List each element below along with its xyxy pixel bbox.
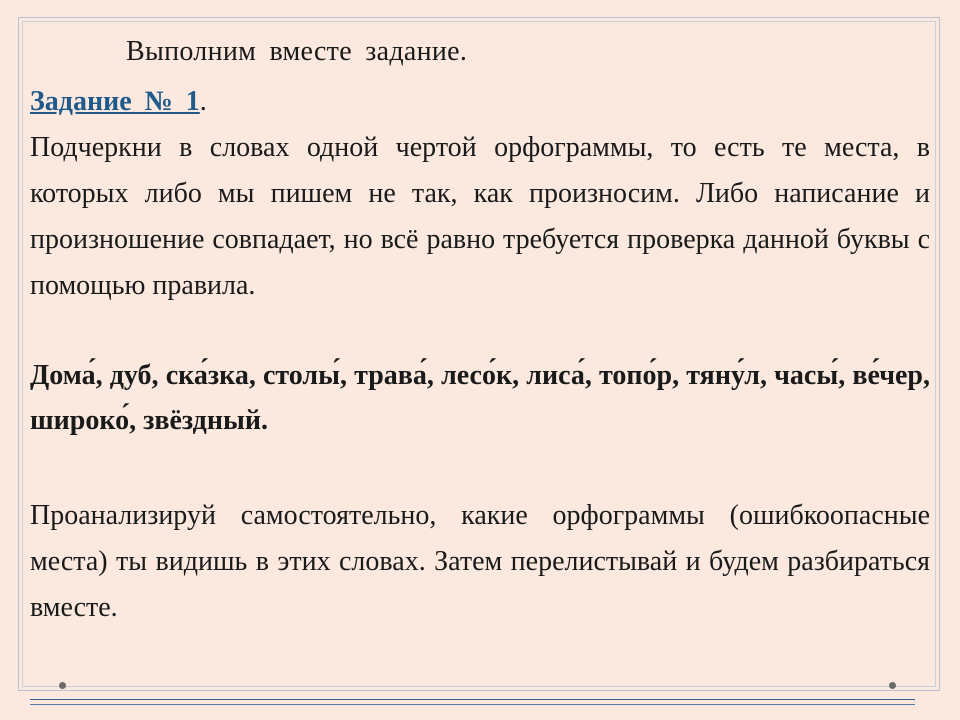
instruction-paragraph: Подчеркни в словах одной чертой орфограммы, то есть те места, в которых либо мы пишем не так, как произносим. Либо написание и произношение совпадает, но всё равно требуется проверка данной буквы с помощью правила.	[30, 132, 930, 301]
task-title-link[interactable]: Задание № 1	[30, 86, 200, 117]
slide-heading: Выполним вместе задание.	[126, 36, 468, 67]
task-title-line	[30, 83, 930, 121]
bottom-divider-line	[30, 699, 915, 700]
analysis-paragraph: Проанализируй самостоятельно, какие орфограммы (ошибкоопасные места) ты видишь в этих словах. Затем перелистывай и будем разбираться вместе.	[30, 500, 930, 623]
slide-content	[30, 33, 930, 631]
word-list: Дома́, дуб, ска́зка, столы́, трава́, лесо́к, лиса́, топо́р, тяну́л, часы́, ве́чер, широко́, звёздный.	[30, 360, 930, 436]
bottom-divider-line-secondary	[30, 704, 915, 705]
task-title-punct: .	[199, 86, 207, 117]
decorative-dot-left	[59, 682, 66, 689]
decorative-dot-right	[889, 682, 896, 689]
